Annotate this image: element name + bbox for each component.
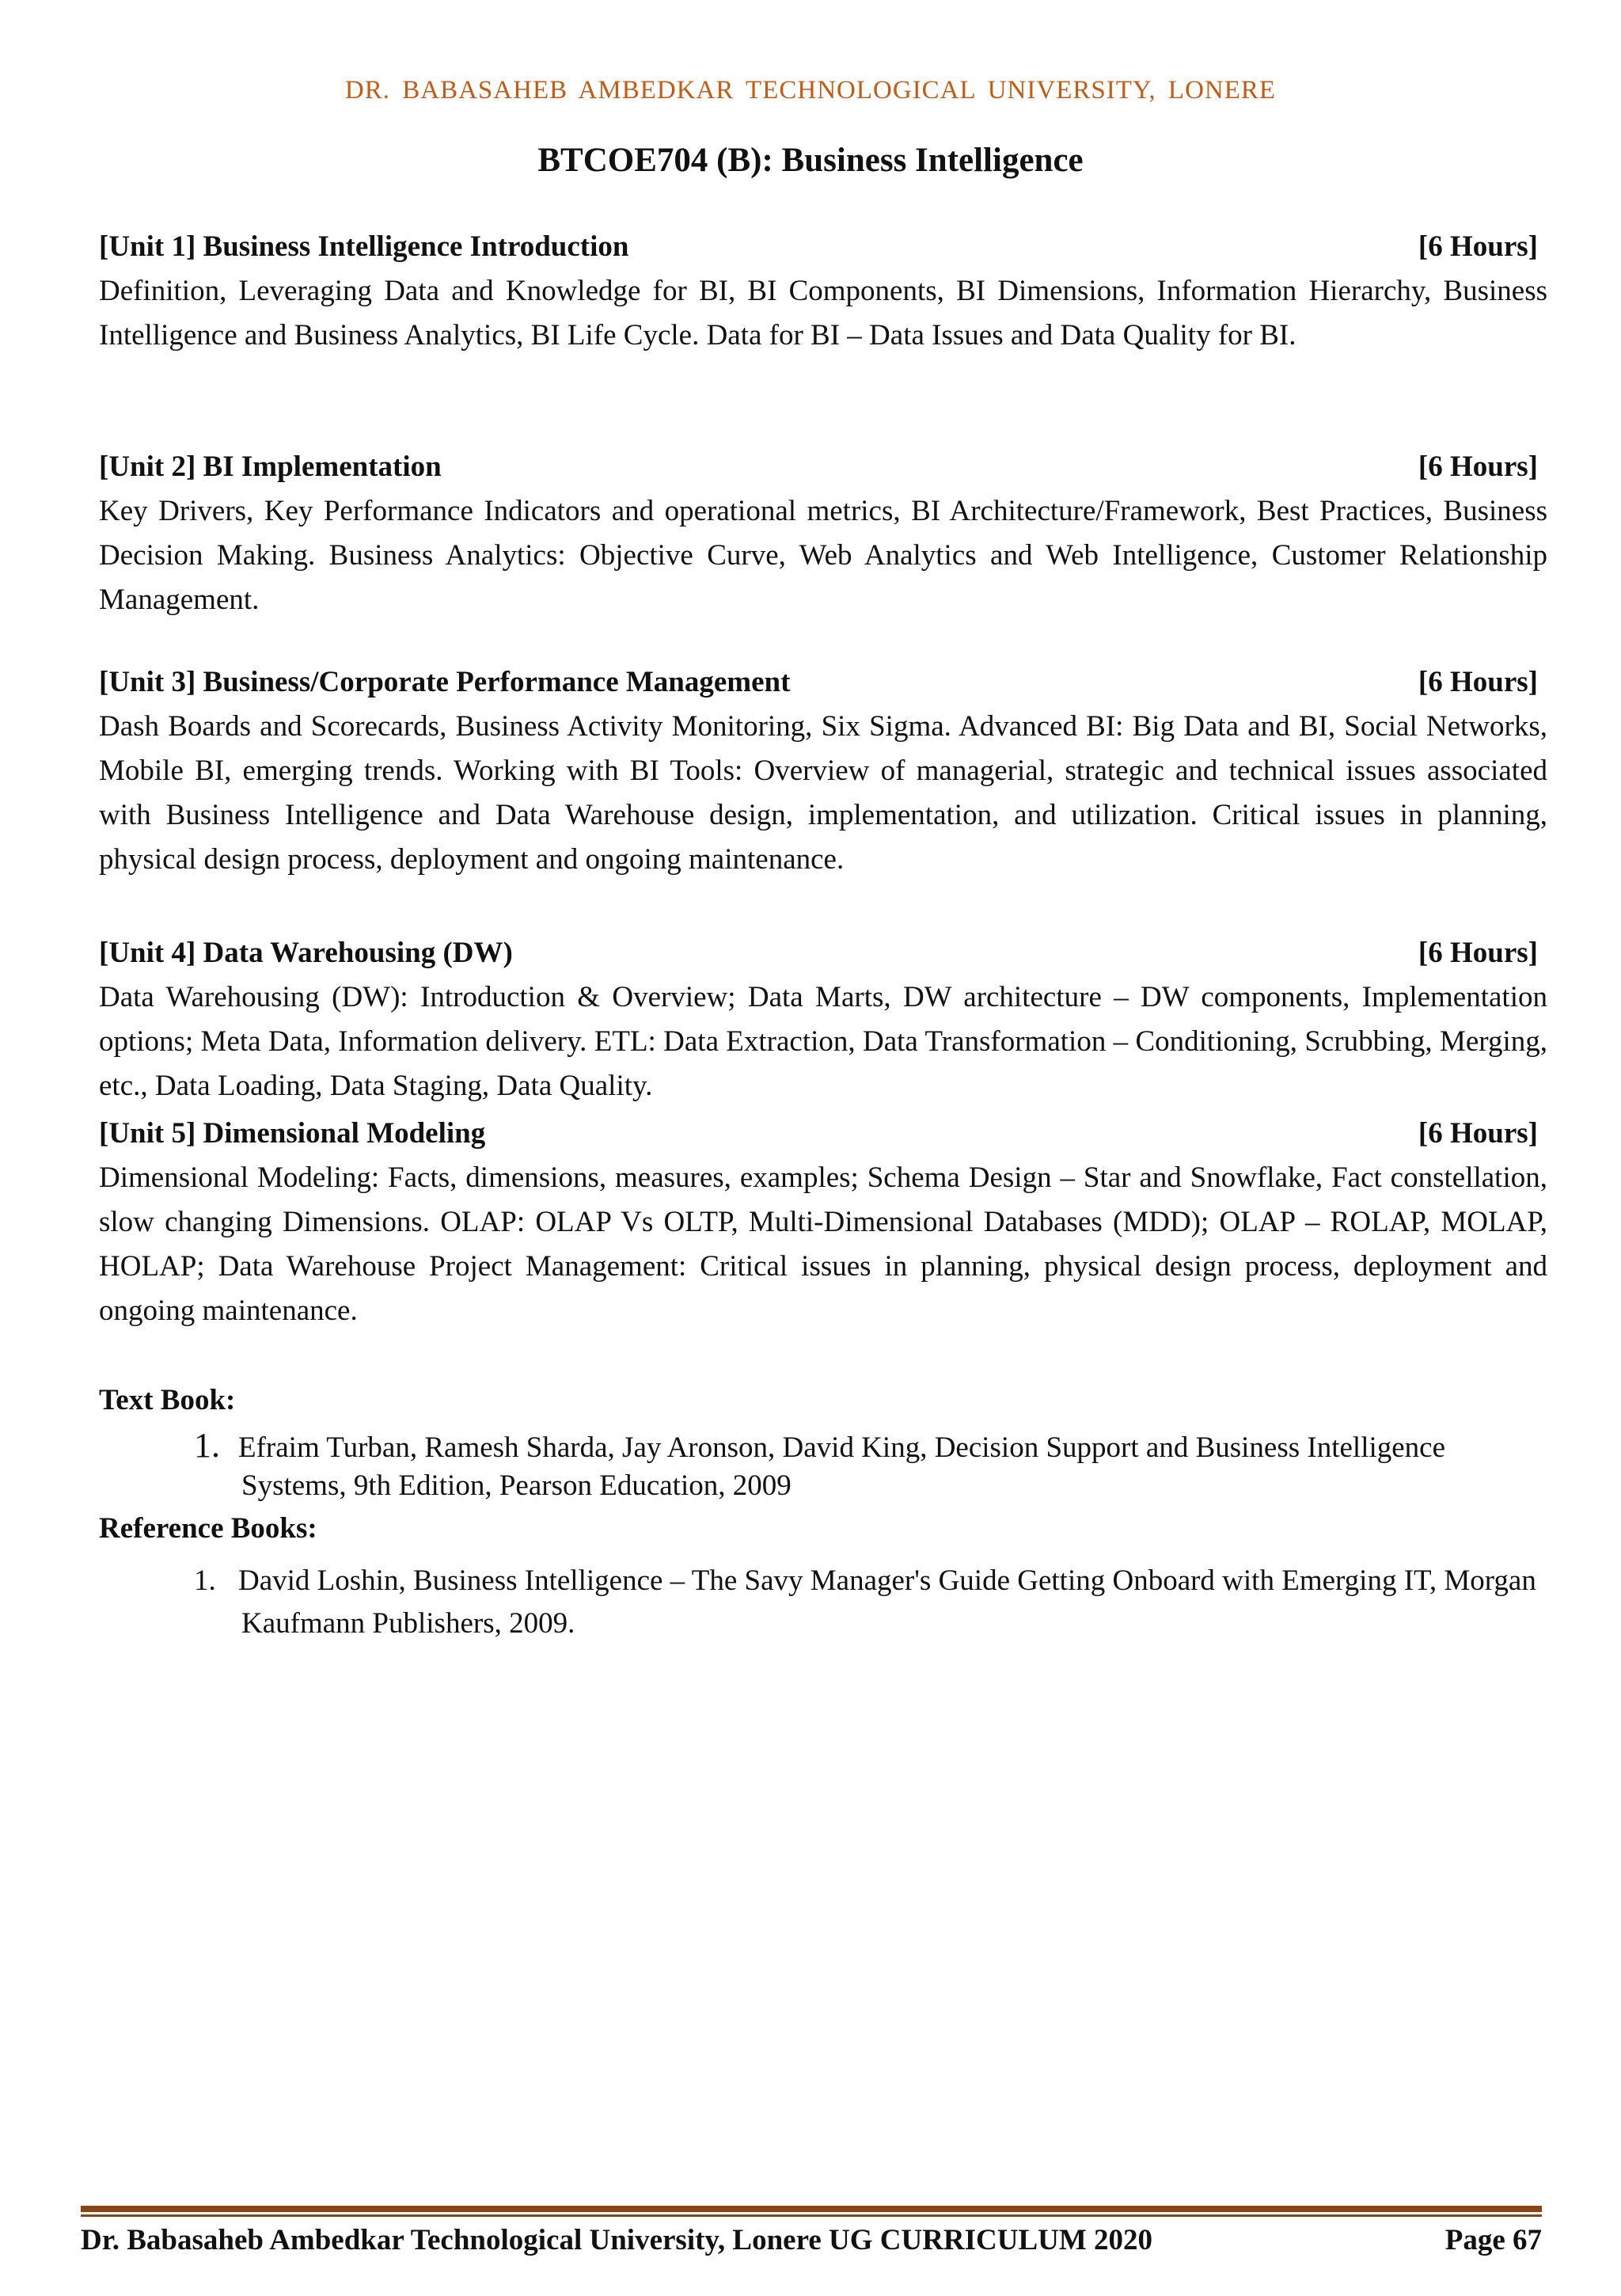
page-footer <box>81 2223 1542 2257</box>
unit-hours: [6 Hours] <box>1418 937 1538 969</box>
unit-1 <box>99 225 1547 358</box>
unit-hours: [6 Hours] <box>1418 666 1538 698</box>
text-book-section <box>99 1381 1547 1505</box>
book-citation: Efraim Turban, Ramesh Sharda, Jay Aronson, David King, Decision Support and Business Intelligence Systems, 9th Edition, Pearson Education, 2009 <box>238 1431 1446 1502</box>
unit-description: Data Warehousing (DW): Introduction & Overview; Data Marts, DW architecture – DW components, Implementation options; Meta Data, Information delivery. ETL: Data Extraction, Data Transformation – Conditioning, Scrubbing, Merging, etc., Data Loading, Data Staging, Data Quality. <box>99 981 1547 1102</box>
reference-book-item <box>194 1560 1547 1645</box>
unit-description: Dash Boards and Scorecards, Business Activity Monitoring, Six Sigma. Advanced BI: Big Data and BI, Social Networks, Mobile BI, emerging trends. Working with BI Tools: Overview of managerial, strategic and technical issues associated with Business Intelligence and Data Warehouse design, implementation, and utilization. Critical issues in planning, physical design process, deployment and ongoing maintenance. <box>99 710 1547 876</box>
unit-title: [Unit 3] Business/Corporate Performance Management <box>99 666 791 698</box>
footer-rule-thin <box>81 2214 1542 2217</box>
unit-title: [Unit 5] Dimensional Modeling <box>99 1117 486 1150</box>
university-header: DR. BABASAHEB AMBEDKAR TECHNOLOGICAL UNIVERSITY, LONERE <box>344 76 1277 105</box>
unit-heading <box>99 225 1547 269</box>
unit-5 <box>99 1112 1547 1333</box>
unit-description: Dimensional Modeling: Facts, dimensions, measures, examples; Schema Design – Star and Snowflake, Fact constellation, slow changing Dimensions. OLAP: OLAP Vs OLTP, Multi-Dimensional Databases (MDD); OLAP – ROLAP, MOLAP, HOLAP; Data Warehouse Project Management: Critical issues in planning, physical design process, deployment and ongoing maintenance. <box>99 1161 1547 1327</box>
unit-description: Definition, Leveraging Data and Knowledge for BI, BI Components, BI Dimensions, Information Hierarchy, Business Intelligence and Business Analytics, BI Life Cycle. Data for BI – Data Issues and Data Quality for BI. <box>99 275 1547 352</box>
page-number: Page 67 <box>1444 2224 1542 2256</box>
unit-hours: [6 Hours] <box>1418 1117 1538 1150</box>
unit-title: [Unit 1] Business Intelligence Introduction <box>99 230 629 263</box>
unit-heading <box>99 1112 1547 1156</box>
unit-hours: [6 Hours] <box>1418 450 1538 483</box>
course-title: BTCOE704 (B): Business Intelligence <box>537 142 1084 179</box>
unit-heading <box>99 445 1547 489</box>
footer-university: Dr. Babasaheb Ambedkar Technological University, Lonere UG CURRICULUM 2020 <box>81 2224 1153 2256</box>
unit-heading <box>99 931 1547 975</box>
reference-books-heading: Reference Books: <box>99 1512 317 1545</box>
reference-books-section <box>99 1509 1547 1645</box>
unit-2 <box>99 445 1547 622</box>
book-citation: David Loshin, Business Intelligence – The Savy Manager's Guide Getting Onboard with Emerging IT, Morgan Kaufmann Publishers, 2009. <box>238 1564 1536 1640</box>
unit-title: [Unit 4] Data Warehousing (DW) <box>99 937 513 969</box>
unit-heading <box>99 660 1547 705</box>
text-book-heading: Text Book: <box>99 1384 236 1416</box>
unit-description: Key Drivers, Key Performance Indicators and operational metrics, BI Architecture/Framework, Best Practices, Business Decision Making. Business Analytics: Objective Curve, Web Analytics and Web Intelligence, Customer Relationship Management. <box>99 495 1547 616</box>
unit-3 <box>99 660 1547 882</box>
footer-rule-thick <box>81 2206 1542 2212</box>
unit-title: [Unit 2] BI Implementation <box>99 450 442 483</box>
text-book-item <box>194 1427 1547 1505</box>
list-number: 1. <box>194 1426 220 1465</box>
unit-hours: [6 Hours] <box>1418 230 1538 263</box>
list-number: 1. <box>194 1564 216 1597</box>
unit-4 <box>99 931 1547 1108</box>
